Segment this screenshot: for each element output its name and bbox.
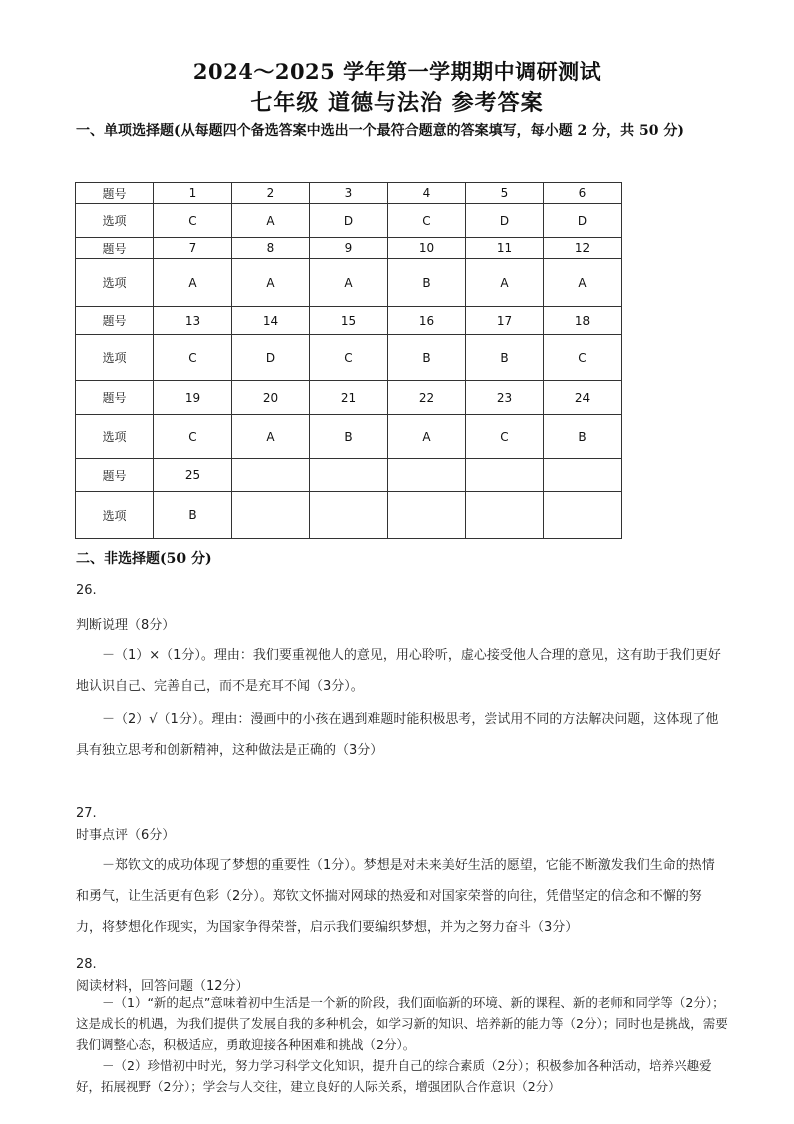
table-row bbox=[76, 307, 622, 335]
question-number bbox=[388, 459, 466, 492]
question-number: 18 bbox=[544, 307, 622, 335]
question-number: 20 bbox=[232, 381, 310, 415]
question-number: 16 bbox=[388, 307, 466, 335]
question-number: 14 bbox=[232, 307, 310, 335]
answer-cell bbox=[466, 492, 544, 539]
question-number: 4 bbox=[388, 183, 466, 204]
question-number: 19 bbox=[154, 381, 232, 415]
question-27-number: 27. bbox=[76, 806, 97, 821]
option-label: 选项 bbox=[76, 335, 154, 381]
answer-cell: C bbox=[154, 204, 232, 238]
question-label: 题号 bbox=[76, 459, 154, 492]
answer-cell: C bbox=[544, 335, 622, 381]
answer-cell: B bbox=[466, 335, 544, 381]
option-label: 选项 bbox=[76, 492, 154, 539]
table-row bbox=[76, 381, 622, 415]
question-number: 3 bbox=[310, 183, 388, 204]
answer-cell: A bbox=[388, 415, 466, 459]
question-28-title: 阅读材料，回答问题（12分） bbox=[76, 979, 249, 994]
question-number: 17 bbox=[466, 307, 544, 335]
question-number bbox=[466, 459, 544, 492]
question-number bbox=[232, 459, 310, 492]
answer-cell bbox=[232, 492, 310, 539]
question-number: 12 bbox=[544, 238, 622, 259]
question-number: 15 bbox=[310, 307, 388, 335]
question-26-answer-1: －（1）×（1分）。理由：我们要重视他人的意见，用心聆听，虚心接受他人合理的意见，这有助于我们更好地认识自己、完善自己，而不是充耳不闻（3分）。 bbox=[76, 648, 721, 694]
table-row bbox=[76, 183, 622, 204]
question-number: 6 bbox=[544, 183, 622, 204]
question-label: 题号 bbox=[76, 381, 154, 415]
option-label: 选项 bbox=[76, 415, 154, 459]
question-number: 21 bbox=[310, 381, 388, 415]
question-27-answer: －郑钦文的成功体现了梦想的重要性（1分）。梦想是对未来美好生活的愿望，它能不断激发我们生命的热情和勇气，让生活更有色彩（2分）。郑钦文怀揣对网球的热爱和对国家荣誉的向往，凭借坚定的信念和不懈的努力，将梦想化作现实，为国家争得荣誉，启示我们要编织梦想，并为之努力奋斗（3分） bbox=[76, 858, 715, 935]
answer-cell: A bbox=[154, 259, 232, 307]
question-27-title: 时事点评（6分） bbox=[76, 828, 176, 843]
question-26-answer-2: －（2）√（1分）。理由：漫画中的小孩在遇到难题时能积极思考，尝试用不同的方法解决问题，这体现了他具有独立思考和创新精神，这种做法是正确的（3分） bbox=[76, 712, 719, 758]
table-row bbox=[76, 415, 622, 459]
section1-heading: 一、单项选择题(从每题四个备选答案中选出一个最符合题意的答案填写，每小题 2 分，共 50 分) bbox=[76, 123, 684, 139]
question-number: 24 bbox=[544, 381, 622, 415]
answer-cell: B bbox=[544, 415, 622, 459]
answer-cell bbox=[310, 492, 388, 539]
answer-cell: A bbox=[232, 415, 310, 459]
answer-cell: C bbox=[310, 335, 388, 381]
question-number: 9 bbox=[310, 238, 388, 259]
answer-cell: A bbox=[466, 259, 544, 307]
question-26-number: 26. bbox=[76, 583, 97, 598]
question-number bbox=[310, 459, 388, 492]
table-row bbox=[76, 204, 622, 238]
answer-cell: A bbox=[232, 259, 310, 307]
question-number: 11 bbox=[466, 238, 544, 259]
answer-cell: C bbox=[388, 204, 466, 238]
table-row bbox=[76, 492, 622, 539]
table-row bbox=[76, 459, 622, 492]
answer-cell: D bbox=[232, 335, 310, 381]
answer-cell: B bbox=[388, 259, 466, 307]
question-26-title: 判断说理（8分） bbox=[76, 618, 176, 633]
table-row bbox=[76, 259, 622, 307]
question-number: 2 bbox=[232, 183, 310, 204]
question-number: 22 bbox=[388, 381, 466, 415]
answer-table bbox=[75, 182, 622, 539]
answer-cell bbox=[388, 492, 466, 539]
answer-cell: D bbox=[544, 204, 622, 238]
exam-title: 2024～2025 学年第一学期期中调研测试 bbox=[192, 59, 602, 84]
answer-cell: B bbox=[310, 415, 388, 459]
question-number bbox=[544, 459, 622, 492]
answer-cell: A bbox=[310, 259, 388, 307]
option-label: 选项 bbox=[76, 204, 154, 238]
answer-cell: D bbox=[466, 204, 544, 238]
answer-cell: D bbox=[310, 204, 388, 238]
question-28-number: 28. bbox=[76, 957, 97, 972]
question-number: 10 bbox=[388, 238, 466, 259]
answer-cell: C bbox=[466, 415, 544, 459]
answer-cell bbox=[544, 492, 622, 539]
question-number: 8 bbox=[232, 238, 310, 259]
question-label: 题号 bbox=[76, 307, 154, 335]
answer-cell: B bbox=[154, 492, 232, 539]
question-number: 1 bbox=[154, 183, 232, 204]
option-label: 选项 bbox=[76, 259, 154, 307]
question-number: 7 bbox=[154, 238, 232, 259]
section2-heading: 二、非选择题(50 分) bbox=[76, 551, 212, 567]
question-number: 25 bbox=[154, 459, 232, 492]
answer-cell: A bbox=[544, 259, 622, 307]
question-number: 5 bbox=[466, 183, 544, 204]
question-number: 23 bbox=[466, 381, 544, 415]
table-row bbox=[76, 335, 622, 381]
answer-cell: A bbox=[232, 204, 310, 238]
question-label: 题号 bbox=[76, 238, 154, 259]
question-28-answer-1: －（1）“新的起点”意味着初中生活是一个新的阶段，我们面临新的环境、新的课程、新的老师和同学等（2分）；这是成长的机遇，为我们提供了发展自我的多种机会，如学习新的知识、培养新的能力等（2分）；同时也是挑战，需要我们调整心态，积极适应，勇敢迎接各种困难和挑战（2分）。 bbox=[76, 995, 728, 1052]
answer-key-title: 七年级 道德与法治 参考答案 bbox=[250, 90, 544, 116]
question-number: 13 bbox=[154, 307, 232, 335]
question-28-answer-2: －（2）珍惜初中时光，努力学习科学文化知识，提升自己的综合素质（2分）；积极参加各种活动，培养兴趣爱好，拓展视野（2分）；学会与人交往，建立良好的人际关系，增强团队合作意识（2分） bbox=[76, 1058, 712, 1094]
answer-cell: C bbox=[154, 335, 232, 381]
question-label: 题号 bbox=[76, 183, 154, 204]
answer-cell: C bbox=[154, 415, 232, 459]
table-row bbox=[76, 238, 622, 259]
answer-cell: B bbox=[388, 335, 466, 381]
